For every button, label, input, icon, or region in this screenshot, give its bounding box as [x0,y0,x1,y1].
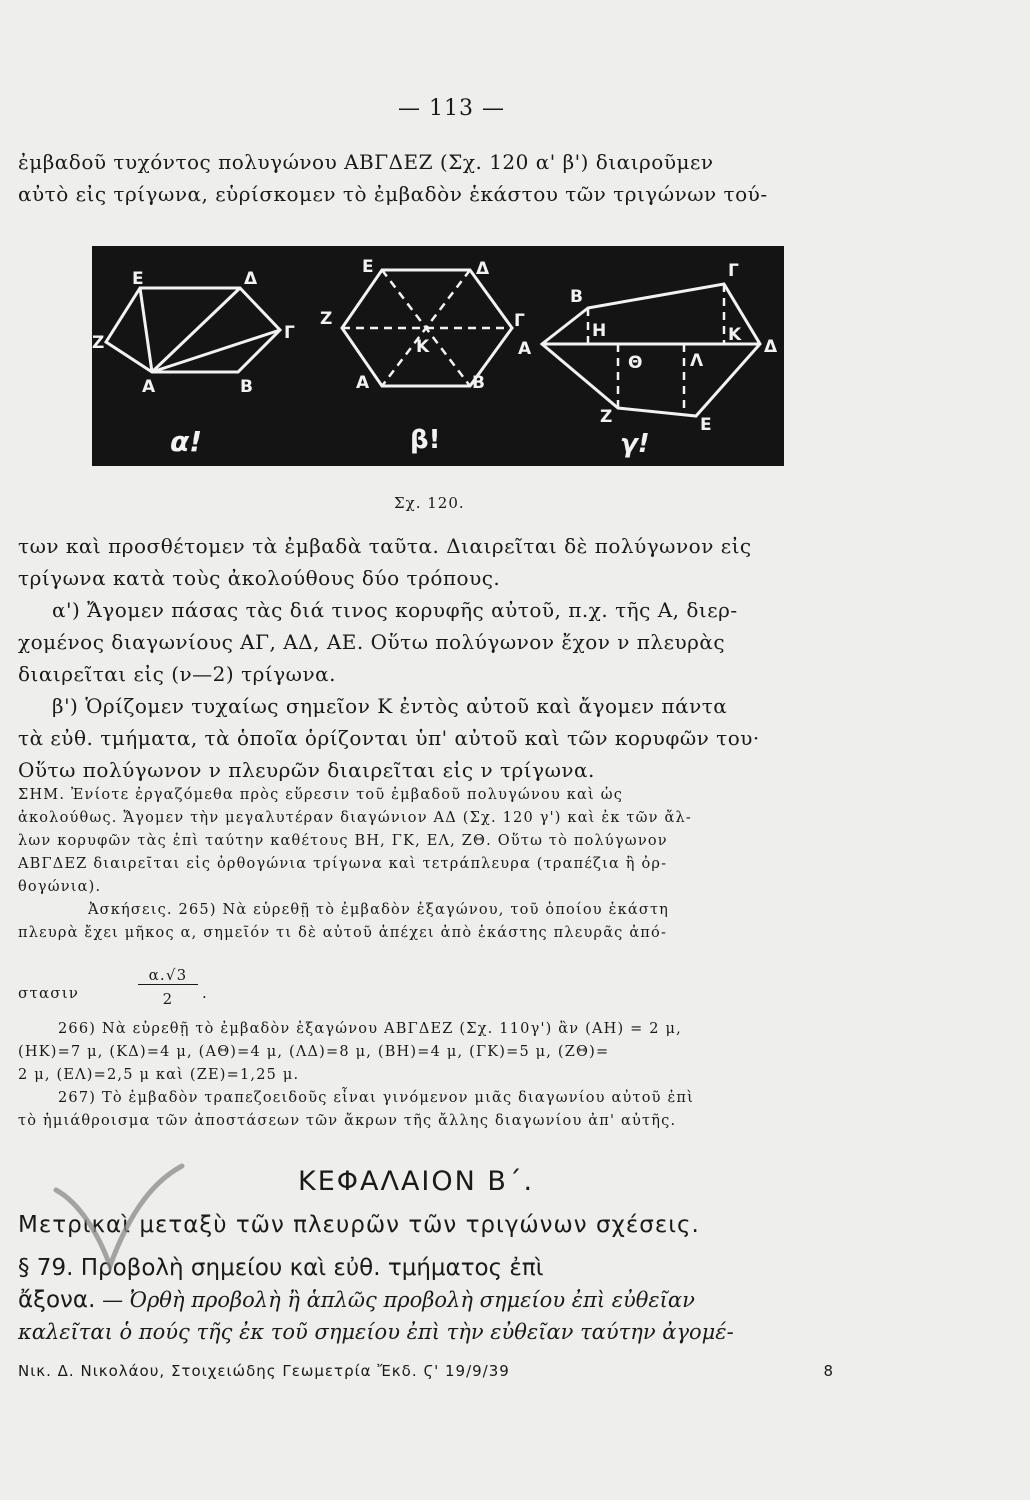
footer-sheet-number: 8 [823,1362,834,1380]
text-line: 266) Νὰ εὑρεθῇ τὸ ἐμβαδὸν ἑξαγώνου ΑΒΓΔΕΖ (Σχ. 110γ') ἂν (ΑΗ) = 2 μ, [58,1021,682,1037]
panel-label-c: γ! [620,429,650,459]
body-paragraph [18,530,848,786]
fig-b-label: Β [472,373,485,393]
fig-c-label: Α [518,339,532,359]
fig-b-label: Ζ [320,309,333,329]
figure-120 [92,246,784,466]
text-line: ἐμβαδοῦ τυχόντος πολυγώνου ΑΒΓΔΕΖ (Σχ. 120 α' β') διαιροῦμεν [18,150,714,174]
text-line: α') Ἄγομεν πάσας τὰς διά τινος κορυφῆς αὐτοῦ, π.χ. τῆς Α, διερ- [52,598,738,622]
text-line: αὐτὸ εἰς τρίγωνα, εὑρίσκομεν τὸ ἐμβαδὸν ἑκάστου τῶν τριγώνων τού- [18,182,768,206]
section-title: Μετρικαὶ μεταξὺ τῶν πλευρῶν τῶν τριγώνων σχέσεις. [18,1212,700,1238]
fig-b-label: Δ [476,259,490,279]
fig-a-label: Δ [244,269,258,289]
fig-c-label: Δ [764,337,778,357]
text-line: ΣΗΜ. Ἐνίοτε ἐργαζόμεθα πρὸς εὕρεσιν τοῦ ἐμβαδοῦ πολυγώνου καὶ ὡς [18,787,624,803]
fig-c-label: Β [570,287,583,307]
fig-a-label: Β [240,377,253,397]
dash: — [95,1288,130,1312]
page-number: — 113 — [398,96,505,121]
fig-c-label: Ζ [600,407,613,427]
fraction-numerator: α.√3 [138,966,198,985]
footer-imprint: Νικ. Δ. Νικολάου, Στοιχειώδης Γεωμετρία Ἔκδ. Ϛ' 19/9/39 [18,1362,510,1380]
fig-c-label: Κ [728,325,742,345]
fig-a-label: Ζ [92,333,105,353]
text-line: ΑΒΓΔΕΖ διαιρεῖται εἰς ὀρθογώνια τρίγωνα καὶ τετράπλευρα (τραπέζια ἢ ὀρ- [18,856,668,872]
fraction-suffix: . [202,984,208,1002]
fig-b-label: Γ [514,311,525,331]
text-line: των καὶ προσθέτομεν τὰ ἐμβαδὰ ταῦτα. Διαιρεῖται δὲ πολύγωνον εἰς [18,534,752,558]
figure-caption: Σχ. 120. [394,494,465,512]
fraction-expression [18,966,848,1014]
intro-paragraph [18,146,848,210]
section-heading-continued: ἄξονα. [18,1287,96,1313]
fig-a-label: Γ [284,323,295,343]
fig-b-label: Κ [416,337,430,357]
exercise-paragraph [18,1018,848,1133]
figure-b-shape [342,270,512,386]
text-line: β') Ὁρίζομεν τυχαίως σημεῖον Κ ἐντὸς αὐτοῦ καὶ ἄγομεν πάντα [52,694,728,718]
text-line: 2 μ, (ΕΛ)=2,5 μ καὶ (ΖΕ)=1,25 μ. [18,1067,300,1083]
figure-drawing [92,246,784,466]
fig-b-label: Α [356,373,370,393]
fig-b-label: Ε [362,257,374,277]
figure-a-shape [106,288,280,372]
text-line: λων κορυφῶν τὰς ἐπὶ ταύτην καθέτους ΒΗ, ΓΚ, ΕΛ, ΖΘ. Οὕτω τὸ πολύγωνον [18,833,668,849]
text-line: χομένος διαγωνίους ΑΓ, ΑΔ, ΑΕ. Οὕτω πολύγωνον ἔχον ν πλευρὰς [18,630,726,654]
text-line: 267) Τὸ ἐμβαδὸν τραπεζοειδοῦς εἶναι γινόμενον μιᾶς διαγωνίου αὐτοῦ ἐπὶ [58,1090,695,1106]
text-line: Οὕτω πολύγωνον ν πλευρῶν διαιρεῖται εἰς ν τρίγωνα. [18,758,595,782]
page-footer [18,1362,848,1380]
text-line: διαιρεῖται εἰς (ν—2) τρίγωνα. [18,662,337,686]
text-line: Ἀσκήσεις. 265) Νὰ εὑρεθῇ τὸ ἐμβαδὸν ἑξαγώνου, τοῦ ὁποίου ἑκάστη [88,902,670,918]
panel-label-a: α! [170,425,203,458]
fig-c-label: Η [592,321,607,341]
fig-c-label: Ε [700,415,712,435]
pencil-check-mark [48,1162,188,1272]
panel-label-b: β! [410,425,441,455]
fig-a-label: Ε [132,269,144,289]
fig-a-label: Α [142,377,156,397]
text-line: τὸ ἡμιάθροισμα τῶν ἀποστάσεων τῶν ἄκρων τῆς ἄλλης διαγωνίου ἀπ' αὐτῆς. [18,1113,677,1129]
fig-c-label: Γ [728,261,739,281]
text-line: πλευρὰ ἔχει μῆκος α, σημεῖόν τι δὲ αὐτοῦ ἀπέχει ἀπὸ ἑκάστης πλευρᾶς ἀπό- [18,925,668,941]
definition-text: Ὀρθὴ προβολὴ ἢ ἁπλῶς προβολὴ σημείου ἐπὶ εὐθεῖαν [129,1288,695,1312]
text-line: τὰ εὐθ. τμήματα, τὰ ὁποῖα ὁρίζονται ὑπ' αὐτοῦ καὶ τῶν κορυφῶν του· [18,726,760,750]
fraction-denominator: 2 [162,990,174,1008]
fig-c-label: Λ [690,351,704,371]
chapter-heading: ΚΕΦΑΛΑΙΟΝ Β΄. [298,1166,535,1197]
fraction-prefix: στασιν [18,984,80,1002]
text-line: (ΗΚ)=7 μ, (ΚΔ)=4 μ, (ΑΘ)=4 μ, (ΛΔ)=8 μ, (ΒΗ)=4 μ, (ΓΚ)=5 μ, (ΖΘ)= [18,1044,610,1060]
text-line: θογώνια). [18,879,102,895]
note-paragraph [18,784,848,945]
text-line: τρίγωνα κατὰ τοὺς ἀκολούθους δύο τρόπους. [18,566,501,590]
fig-c-label: Θ [628,353,643,373]
text-line: ἀκολούθως. Ἄγομεν τὴν μεγαλυτέραν διαγώνιον ΑΔ (Σχ. 120 γ') καὶ ἐκ τῶν ἄλ- [18,810,692,826]
definition-text: καλεῖται ὁ πούς τῆς ἐκ τοῦ σημείου ἐπὶ τὴν εὐθεῖαν ταύτην ἀγομέ- [18,1320,734,1344]
section-heading: § 79. Προβολὴ σημείου καὶ εὐθ. τμήματος ἐπὶ [18,1255,544,1281]
